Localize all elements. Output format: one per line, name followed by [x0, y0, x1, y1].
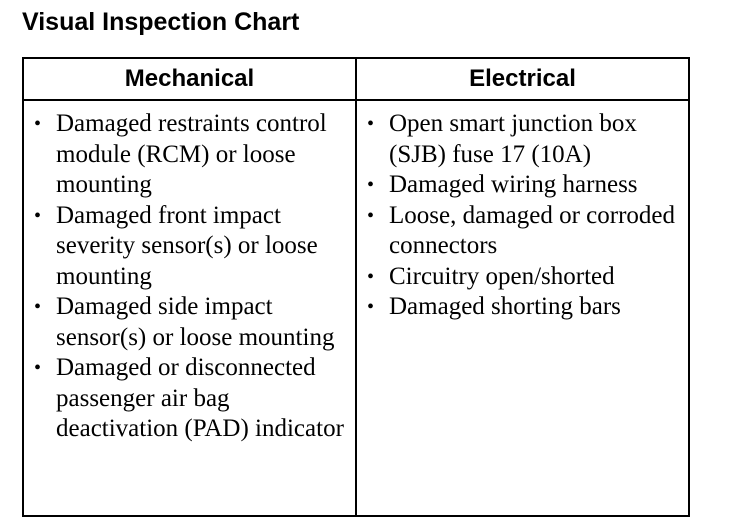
list-item-text: Open smart junction box (SJB) fuse 17 (10A) [389, 110, 637, 168]
bullet-icon: • [34, 113, 42, 135]
header-electrical: Electrical [356, 58, 689, 100]
bullet-icon: • [34, 204, 42, 227]
list-item-text: Damaged side impact sensor(s) or loose mounting [56, 293, 335, 351]
electrical-cell [356, 100, 689, 516]
body-row [23, 100, 689, 516]
list-item [365, 109, 684, 170]
bullet-icon: • [367, 174, 375, 196]
bullet-icon: • [34, 357, 42, 379]
list-item-text: Damaged shorting bars [389, 293, 621, 320]
bullet-icon: • [367, 204, 375, 227]
bullet-icon: • [367, 265, 375, 288]
electrical-list [365, 109, 684, 323]
list-item-text: Circuitry open/shorted [389, 262, 615, 290]
list-item-text: Loose, damaged or corroded connectors [389, 201, 675, 259]
chart-title: Visual Inspection Chart [22, 8, 300, 36]
list-item-text: Damaged or disconnected passenger air bag deactivation (PAD) indicator [56, 354, 344, 442]
list-item-text: Damaged wiring harness [389, 171, 638, 198]
header-row [23, 58, 689, 100]
list-item-text: Damaged front impact severity sensor(s) or loose mounting [56, 201, 318, 290]
mechanical-list [32, 109, 351, 445]
bullet-icon: • [34, 296, 42, 318]
mechanical-cell [23, 100, 356, 516]
list-item [32, 292, 351, 353]
list-item [32, 109, 351, 201]
list-item [365, 201, 684, 262]
list-item [32, 353, 351, 445]
list-item [365, 292, 684, 323]
inspection-table [22, 57, 690, 517]
bullet-icon: • [367, 113, 375, 135]
list-item [32, 201, 351, 293]
header-mechanical: Mechanical [23, 58, 356, 100]
list-item [365, 262, 684, 293]
list-item [365, 170, 684, 201]
bullet-icon: • [367, 296, 375, 318]
list-item-text: Damaged restraints control module (RCM) or loose mounting [56, 110, 327, 198]
